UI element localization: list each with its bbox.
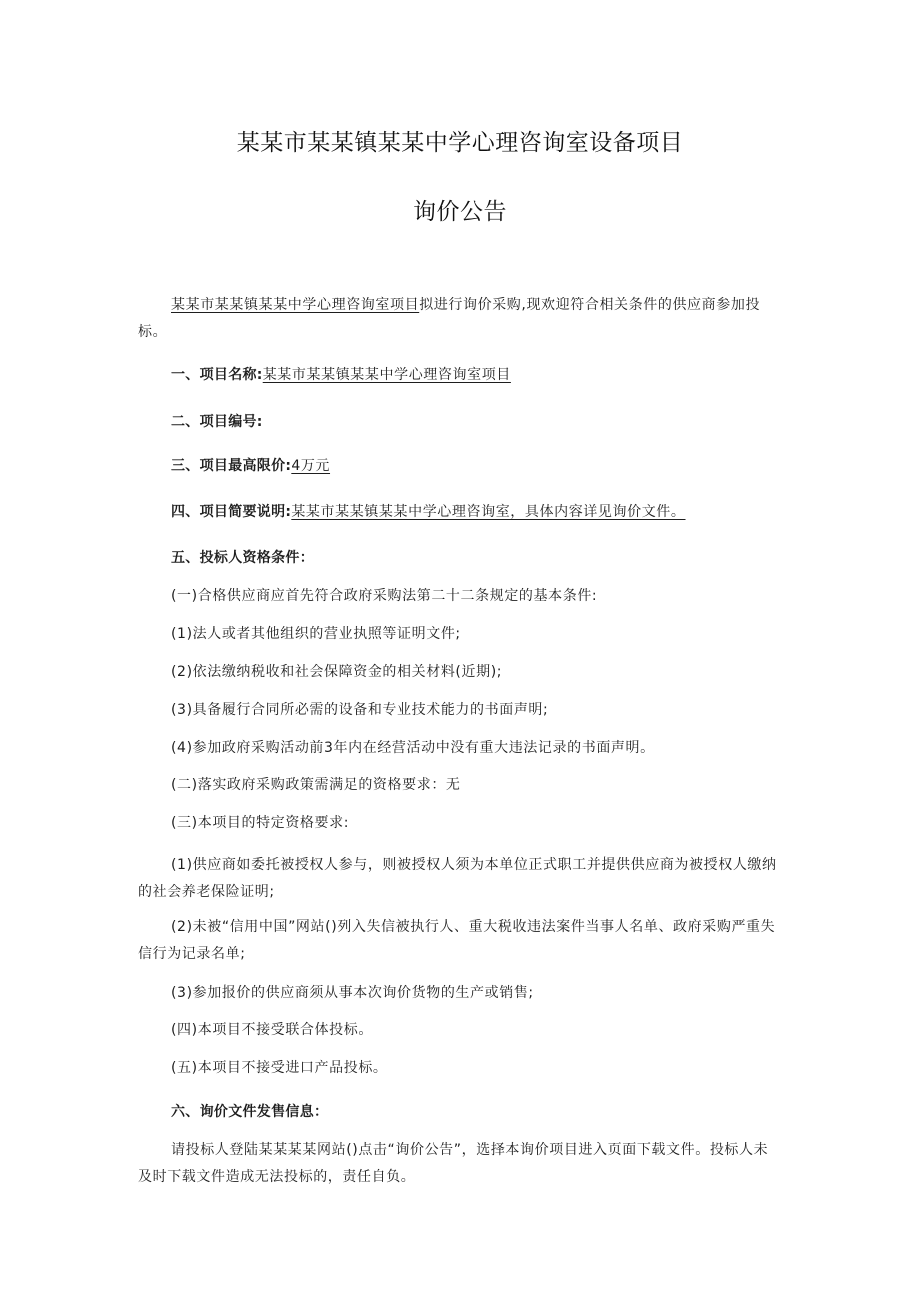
qualification-1-item-2: (2)依法缴纳税收和社会保障资金的相关材料(近期); — [171, 664, 503, 680]
section-6-text: 请投标人登陆某某某某网站()点击“询价公告”，选择本询价项目进入页面下载文件。投标人未及时下载文件造成无法投标的，责任自负。 — [138, 1142, 769, 1185]
section-4 — [171, 502, 686, 522]
qualification-3-item-1: (1)供应商如委托被授权人参与，则被授权人须为本单位正式职工并提供供应商为被授权人缴纳的社会养老保险证明; — [138, 857, 777, 900]
section-3-value: 4万元 — [291, 458, 331, 474]
section-2-label: 二、项目编号: — [171, 414, 263, 430]
doc-subtitle: 询价公告 — [413, 199, 507, 225]
section-2 — [171, 412, 263, 432]
doc-title: 某某市某某镇某某中学心理咨询室设备项目 — [236, 130, 684, 156]
intro-project-name: 某某市某某镇某某中学心理咨询室项目 — [171, 297, 420, 313]
section-4-label: 四、项目简要说明: — [171, 504, 292, 520]
section-6-label: 六、询价文件发售信息： — [171, 1104, 329, 1120]
section-1-value: 某某市某某镇某某中学心理咨询室项目 — [262, 367, 511, 383]
qualification-1-item-1: (1)法人或者其他组织的营业执照等证明文件; — [171, 626, 461, 642]
section-1-label: 一、项目名称: — [171, 367, 263, 383]
section-3-label: 三、项目最高限价: — [171, 458, 292, 474]
section-4-value: 某某市某某镇某某中学心理咨询室，具体内容详见询价文件。 — [291, 504, 686, 520]
intro-text: 拟进行询价采购,现欢迎符合相关条件的供应商参加投标。 — [138, 297, 761, 340]
qualification-3-item-3: (3)参加报价的供应商须从事本次询价货物的生产或销售; — [171, 985, 534, 1001]
qualification-1-item-4: (4)参加政府采购活动前3年内在经营活动中没有重大违法记录的书面声明。 — [171, 740, 655, 756]
section-3 — [171, 456, 330, 476]
qualification-1: (一)合格供应商应首先符合政府采购法第二十二条规定的基本条件: — [171, 588, 598, 604]
section-5-label: 五、投标人资格条件： — [171, 550, 314, 566]
qualification-2: (二)落实政府采购政策需满足的资格要求：无 — [171, 777, 461, 793]
qualification-3-item-2: (2)未被“信用中国”网站()列入失信被执行人、重大税收违法案件当事人名单、政府采购严重失信行为记录名单; — [138, 919, 776, 962]
qualification-5: (五)本项目不接受进口产品投标。 — [171, 1060, 388, 1076]
section-1 — [171, 365, 511, 385]
qualification-3: (三)本项目的特定资格要求: — [171, 815, 350, 831]
qualification-1-item-3: (3)具备履行合同所必需的设备和专业技术能力的书面声明; — [171, 702, 549, 718]
qualification-4: (四)本项目不接受联合体投标。 — [171, 1022, 373, 1038]
intro-paragraph — [138, 292, 778, 346]
